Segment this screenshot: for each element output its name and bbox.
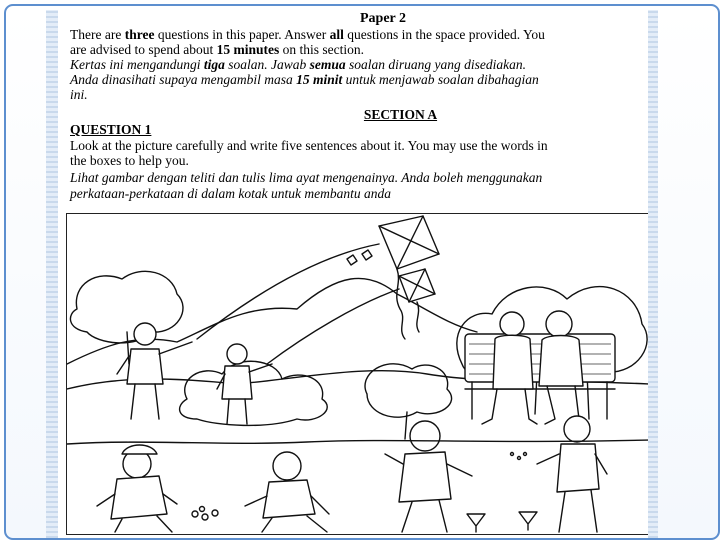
question-en-line-1: Look at the picture carefully and write five sentences about it. You may use the words in: [70, 138, 548, 153]
scan-edge-right: [648, 10, 658, 538]
instruction-ms-line-1: Kertas ini mengandungi tiga soalan. Jawab semua soalan diruang yang disediakan.: [70, 57, 527, 72]
boy-top-head: [410, 421, 440, 451]
question-en-line-2: the boxes to help you.: [70, 153, 189, 168]
paper-title: Paper 2: [359, 11, 406, 26]
instruction-ms-line-2: Anda dinasihati supaya mengambil masa 15 minit untuk menjawab soalan dibahagian: [70, 72, 539, 87]
question-ms-line-1: Lihat gambar dengan teliti dan tulis lima ayat mengenainya. Anda boleh menggunakan: [70, 170, 543, 185]
question-title: QUESTION 1: [70, 122, 152, 137]
park-illustration: [66, 213, 648, 535]
seated-man-head: [500, 312, 524, 336]
boy-kneeling-head: [273, 452, 301, 480]
marbles: [192, 507, 218, 521]
seated-woman-head: [546, 311, 572, 337]
instruction-en-line-1: There are three questions in this paper. Answer all questions in the space provided. You: [70, 27, 545, 42]
instruction-en-line-2: are advised to spend about 15 minutes on this section.: [70, 42, 364, 57]
section-title: SECTION A: [363, 107, 438, 122]
exam-paper: [58, 10, 648, 538]
instruction-ms-line-3: ini.: [70, 87, 88, 102]
spinning-top-1: [467, 514, 485, 532]
spinning-top-2: [519, 512, 537, 530]
question-ms-line-2: perkataan-perkataan di dalam kotak untuk membantu anda: [70, 186, 391, 201]
kite-large: [379, 216, 439, 269]
boy-kite-left-head: [134, 323, 156, 345]
scan-edge-left: [46, 10, 58, 538]
boy-kite-middle-head: [227, 344, 247, 364]
kite-string: [197, 244, 379, 339]
boy-right-head: [564, 416, 590, 442]
